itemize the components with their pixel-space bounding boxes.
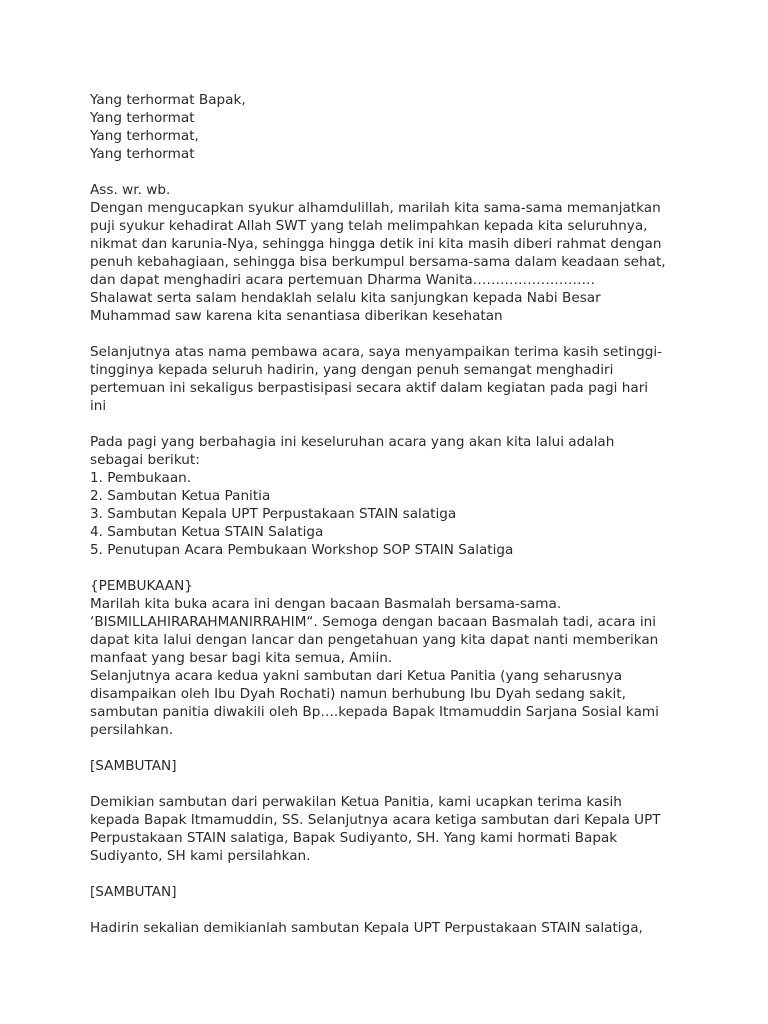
text-line: Ass. wr. wb. [90, 182, 171, 198]
agenda-item: 2. Sambutan Ketua Panitia [90, 488, 271, 504]
opening-paragraph [90, 181, 690, 325]
pembukaan-section [90, 577, 690, 739]
text-line: disampaikan oleh Ibu Dyah Rochati) namun berhubung Ibu Dyah sedang sakit, [90, 686, 626, 702]
text-line: Shalawat serta salam hendaklah selalu kita sanjungkan kepada Nabi Besar [90, 290, 601, 306]
agenda-section [90, 433, 690, 559]
text-line: pertemuan ini sekaligus berpastisipasi secara aktif dalam kegiatan pada pagi hari [90, 380, 649, 396]
paragraph-gap [90, 775, 690, 793]
text-line: Pada pagi yang berbahagia ini keseluruhan acara yang akan kita lalui adalah [90, 434, 615, 450]
paragraph-gap [90, 739, 690, 757]
salutation-block [90, 91, 690, 163]
paragraph-gap [90, 163, 690, 181]
text-line: puji syukur kehadirat Allah SWT yang telah melimpahkan kepada kita seluruhnya, [90, 218, 648, 234]
paragraph-gap [90, 559, 690, 577]
salutation-line: Yang terhormat, [90, 128, 199, 144]
text-line: ‘BISMILLAHIRARAHMANIRRAHIM“. Semoga dengan bacaan Basmalah tadi, acara ini [90, 614, 657, 630]
agenda-item: 3. Sambutan Kepala UPT Perpustakaan STAIN salatiga [90, 506, 457, 522]
paragraph-gap [90, 865, 690, 883]
agenda-item: 1. Pembukaan. [90, 470, 192, 486]
text-line: Selanjutnya atas nama pembawa acara, saya menyampaikan terima kasih setinggi- [90, 344, 663, 360]
section-marker: [SAMBUTAN] [90, 758, 177, 774]
text-line: Dengan mengucapkan syukur alhamdulillah, marilah kita sama-sama memanjatkan [90, 200, 661, 216]
intro-paragraph [90, 343, 690, 415]
paragraph-gap [90, 415, 690, 433]
section-marker: [SAMBUTAN] [90, 884, 177, 900]
after-sambutan-paragraph [90, 793, 690, 865]
paragraph-gap [90, 901, 690, 919]
text-line: Muhammad saw karena kita senantiasa diberikan kesehatan [90, 308, 503, 324]
text-line: Sudiyanto, SH kami persilahkan. [90, 848, 311, 864]
text-line: sebagai berikut: [90, 452, 200, 468]
text-line: Hadirin sekalian demikianlah sambutan Kepala UPT Perpustakaan STAIN salatiga, [90, 920, 643, 936]
text-line: kepada Bapak Itmamuddin, SS. Selanjutnya acara ketiga sambutan dari Kepala UPT [90, 812, 661, 828]
paragraph-gap [90, 325, 690, 343]
text-line: penuh kebahagiaan, sehingga bisa berkumpul bersama-sama dalam keadaan sehat, [90, 254, 666, 270]
text-line: Perpustakaan STAIN salatiga, Bapak Sudiyanto, SH. Yang kami hormati Bapak [90, 830, 618, 846]
salutation-line: Yang terhormat Bapak, [90, 92, 246, 108]
text-line: nikmat dan karunia-Nya, sehingga hingga detik ini kita masih diberi rahmat dengan [90, 236, 662, 252]
salutation-line: Yang terhormat [90, 146, 195, 162]
section-marker: {PEMBUKAAN} [90, 578, 193, 594]
text-line: dan dapat menghadiri acara pertemuan Dharma Wanita……………………… [90, 272, 596, 288]
text-line: ini [90, 398, 107, 414]
text-line: Marilah kita buka acara ini dengan bacaan Basmalah bersama-sama. [90, 596, 562, 612]
agenda-item: 4. Sambutan Ketua STAIN Salatiga [90, 524, 324, 540]
text-line: tingginya kepada seluruh hadirin, yang dengan penuh semangat menghadiri [90, 362, 614, 378]
agenda-item: 5. Penutupan Acara Pembukaan Workshop SOP STAIN Salatiga [90, 542, 514, 558]
text-line: sambutan panitia diwakili oleh Bp….kepada Bapak Itmamuddin Sarjana Sosial kami [90, 704, 659, 720]
document-page [90, 91, 690, 937]
text-line: dapat kita lalui dengan lancar dan pengetahuan yang kita dapat nanti memberikan [90, 632, 659, 648]
closing-paragraph [90, 919, 690, 937]
text-line: Selanjutnya acara kedua yakni sambutan dari Ketua Panitia (yang seharusnya [90, 668, 623, 684]
text-line: manfaat yang besar bagi kita semua, Amiin. [90, 650, 393, 666]
text-line: persilahkan. [90, 722, 174, 738]
text-line: Demikian sambutan dari perwakilan Ketua Panitia, kami ucapkan terima kasih [90, 794, 622, 810]
salutation-line: Yang terhormat [90, 110, 195, 126]
